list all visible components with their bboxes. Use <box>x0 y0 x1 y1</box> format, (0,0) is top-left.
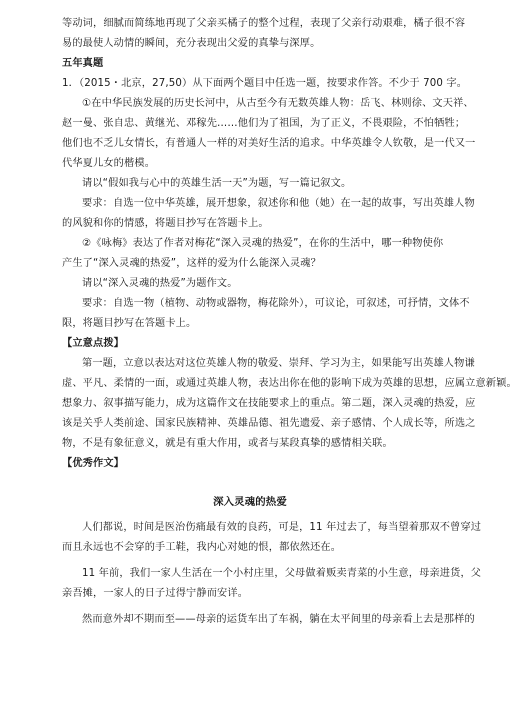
section-heading-idea: 【立意点拨】 <box>62 338 125 349</box>
section-heading-real-exams: 五年真题 <box>62 58 104 69</box>
question-line: 1．（2015・北京，27,50）从下面两个题目中任选一题，按要求作答。不少于 700 字。 <box>62 78 468 89</box>
prompt-2: 请以“深入灵魂的热爱”为题作文。 <box>82 278 238 289</box>
essay-line-2: 而且永远也不会穿的手工鞋，我内心对她的恨，都依然还在。 <box>62 542 342 553</box>
requirement-2-line-1: 要求：自选一物（植物、动物或器物，梅花除外），可议论，可叙述，可抒情，文体不 <box>82 298 470 309</box>
option-2-line-2: 产生了“深入灵魂的热爱”，这样的爱为什么能深入灵魂？ <box>62 258 321 269</box>
idea-line-4: 该是关乎人类前途、国家民族精神、英雄品德、祖先遗爱、亲子感情、个人成长等，所选之 <box>62 418 476 429</box>
option-1-line-1: ①在中华民族发展的历史长河中，从古至今有无数英雄人物：岳飞、林则徐、文天祥、 <box>82 98 474 109</box>
section-heading-essay: 【优秀作文】 <box>62 458 125 469</box>
essay-line-3: 11 年前，我们一家人生活在一个小村庄里，父母做着贩卖青菜的小生意，母亲进货，父 <box>82 568 482 579</box>
option-1-line-4: 代华夏儿女的楷模。 <box>62 158 156 169</box>
requirement-1-line-1: 要求：自选一位中华英雄，展开想象，叙述你和他（她）在一起的故事，写出英雄人物 <box>82 198 475 209</box>
essay-line-4: 亲吾摊，一家人的日子过得宁静而安详。 <box>62 588 249 599</box>
requirement-1-line-2: 的风貌和你的情感，将题目抄写在答题卡上。 <box>62 218 269 229</box>
intro-line-1: 等动词，细腻而简练地再现了父亲买橘子的整个过程，表现了父亲行动艰难，橘子很不容 <box>62 18 466 29</box>
option-1-line-2: 赵一曼、张自忠、黄继光、邓稼先……他们为了祖国，为了正义，不畏艰险，不怕牺牲； <box>62 118 466 129</box>
idea-line-1: 第一题，立意以表达对这位英雄人物的敬爱、崇拜、学习为主，如果能写出英雄人物谦 <box>82 358 475 369</box>
essay-line-1: 人们都说，时间是医治伤痛最有效的良药，可是，11 年过去了，每当望着那双不曾穿过 <box>82 522 482 533</box>
prompt-1: 请以“假如我与心中的英雄生活一天”为题，写一篇记叙文。 <box>82 178 352 189</box>
intro-line-2: 易的最使人动情的瞬间，充分表现出父爱的真挚与深厚。 <box>62 38 321 49</box>
idea-line-5: 物，不是有象征意义，就是有重大作用，或者与某段真挚的感情相关联。 <box>62 438 393 449</box>
essay-line-5: 然而意外却不期而至——母亲的运货车出了车祸，躺在太平间里的母亲看上去是那样的 <box>82 614 475 625</box>
option-1-line-3: 他们也不乏儿女情长，有普通人一样的对美好生活的追求。中华英雄令人钦敬，是一代又一 <box>62 138 476 149</box>
requirement-2-line-2: 限，将题目抄写在答题卡上。 <box>62 318 197 329</box>
idea-line-2: 虚、平凡、柔情的一面，或通过英雄人物，表达出你在他的影响下成为英雄的思想，应属立意新颖。 <box>62 378 517 389</box>
essay-title: 深入灵魂的热爱 <box>213 496 287 508</box>
option-2-line-1: ②《咏梅》表达了作者对梅花“深入灵魂的热爱”，在你的生活中，哪一种物使你 <box>82 238 444 249</box>
idea-line-3: 想象力、叙事描写能力，成为这篇作文在技能要求上的重点。第二题，深入灵魂的热爱，应 <box>62 398 476 409</box>
